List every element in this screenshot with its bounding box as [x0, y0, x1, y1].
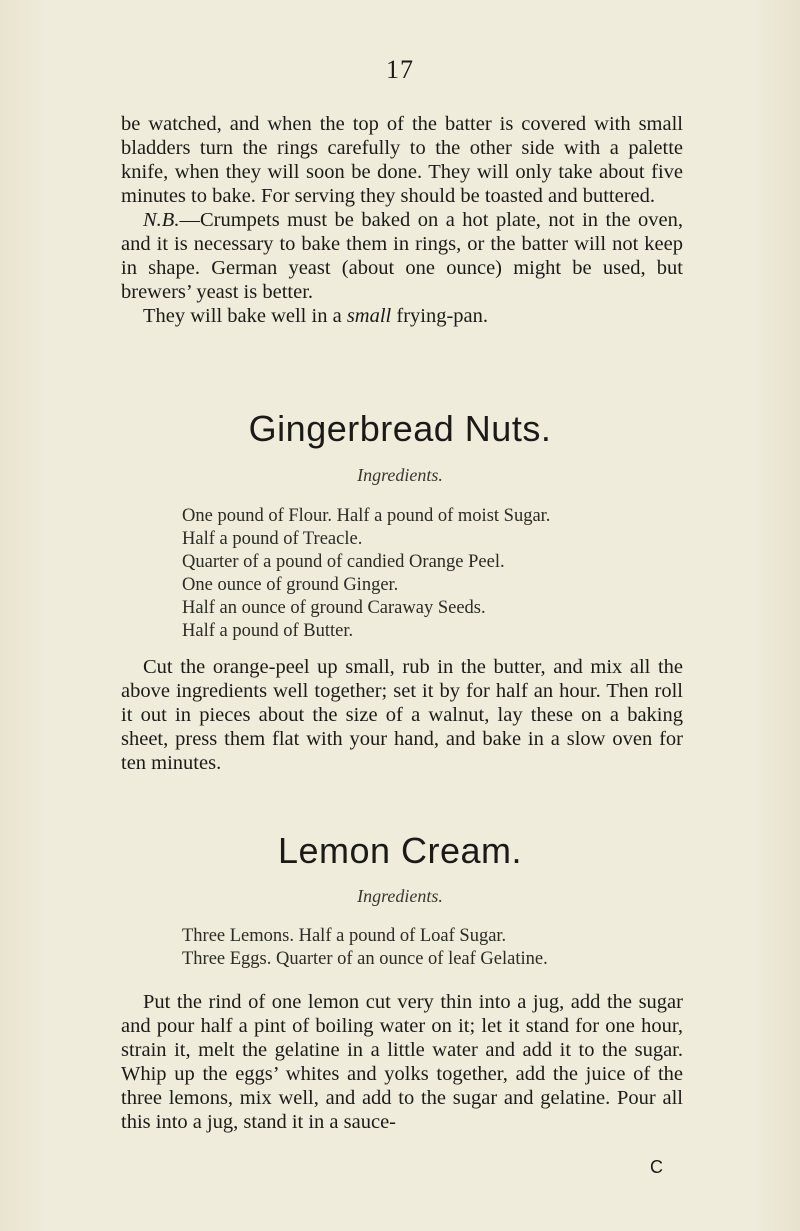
small-pan-note	[121, 304, 683, 328]
gingerbread-title: Gingerbread Nuts.	[248, 408, 552, 449]
lemon-method-text: Put the rind of one lemon cut very thin into a jug, add the sugar and pour half a pint of boiling water on it; let it stand for one hour, strain it, melt the gelatine in a little water and add it to the sugar. Whip up the eggs’ whites and yolks together, add the juice of the three lemons, mix well, and add to the sugar and gelatine. Pour all this into a jug, stand it in a sauce-	[121, 991, 683, 1133]
ingredient-line: Three Lemons. Half a pound of Loaf Sugar.	[182, 926, 507, 946]
nb-text: —Crumpets must be baked on a hot plate, not in the oven, and it is necessary to bake them in rings, or the batter will not keep in shape. German yeast (about one ounce) might be used, but brewers’ yeast is better.	[121, 209, 683, 303]
small-note-emphasis: small	[346, 305, 392, 327]
ingredient-line: Half a pound of Treacle.	[182, 529, 363, 549]
ingredient-line: One pound of Flour. Half a pound of moist Sugar.	[182, 506, 551, 526]
page-number: 17	[386, 55, 414, 84]
ingredient-line: One ounce of ground Ginger.	[182, 575, 399, 595]
ingredient-line: Quarter of a pound of candied Orange Peel.	[182, 552, 505, 572]
ingredient-line: Three Eggs. Quarter of an ounce of leaf Gelatine.	[182, 949, 548, 969]
ingredient-line: Half a pound of Butter.	[182, 621, 354, 641]
intro-paragraph: be watched, and when the top of the batter is covered with small bladders turn the rings carefully to the other side with a palette knife, when they will soon be done. They will only take about five minutes to bake. For serving they should be toasted and buttered.	[121, 113, 683, 207]
signature-mark: C	[650, 1157, 663, 1177]
small-note-before: They will bake well in a	[143, 305, 347, 327]
intro-section	[121, 112, 683, 328]
lemon-ingredients-label: Ingredients.	[357, 886, 443, 906]
nb-label: N.B.	[143, 209, 180, 231]
ingredient-line: Half an ounce of ground Caraway Seeds.	[182, 598, 486, 618]
gingerbread-ingredients-label: Ingredients.	[357, 465, 443, 485]
nb-paragraph	[121, 208, 683, 304]
lemon-method	[121, 990, 683, 1134]
small-note-after: frying-pan.	[391, 305, 489, 327]
gingerbread-method	[121, 655, 683, 775]
gingerbread-method-text: Cut the orange-peel up small, rub in the butter, and mix all the above ingredients well together; set it by for half an hour. Then roll it out in pieces about the size of a walnut, lay these on a baking sheet, press them flat with your hand, and bake in a slow oven for ten minutes.	[121, 656, 683, 774]
lemon-cream-title: Lemon Cream.	[277, 830, 523, 871]
lemon-ingredients-list	[182, 925, 702, 971]
gingerbread-ingredients-list	[182, 505, 702, 643]
